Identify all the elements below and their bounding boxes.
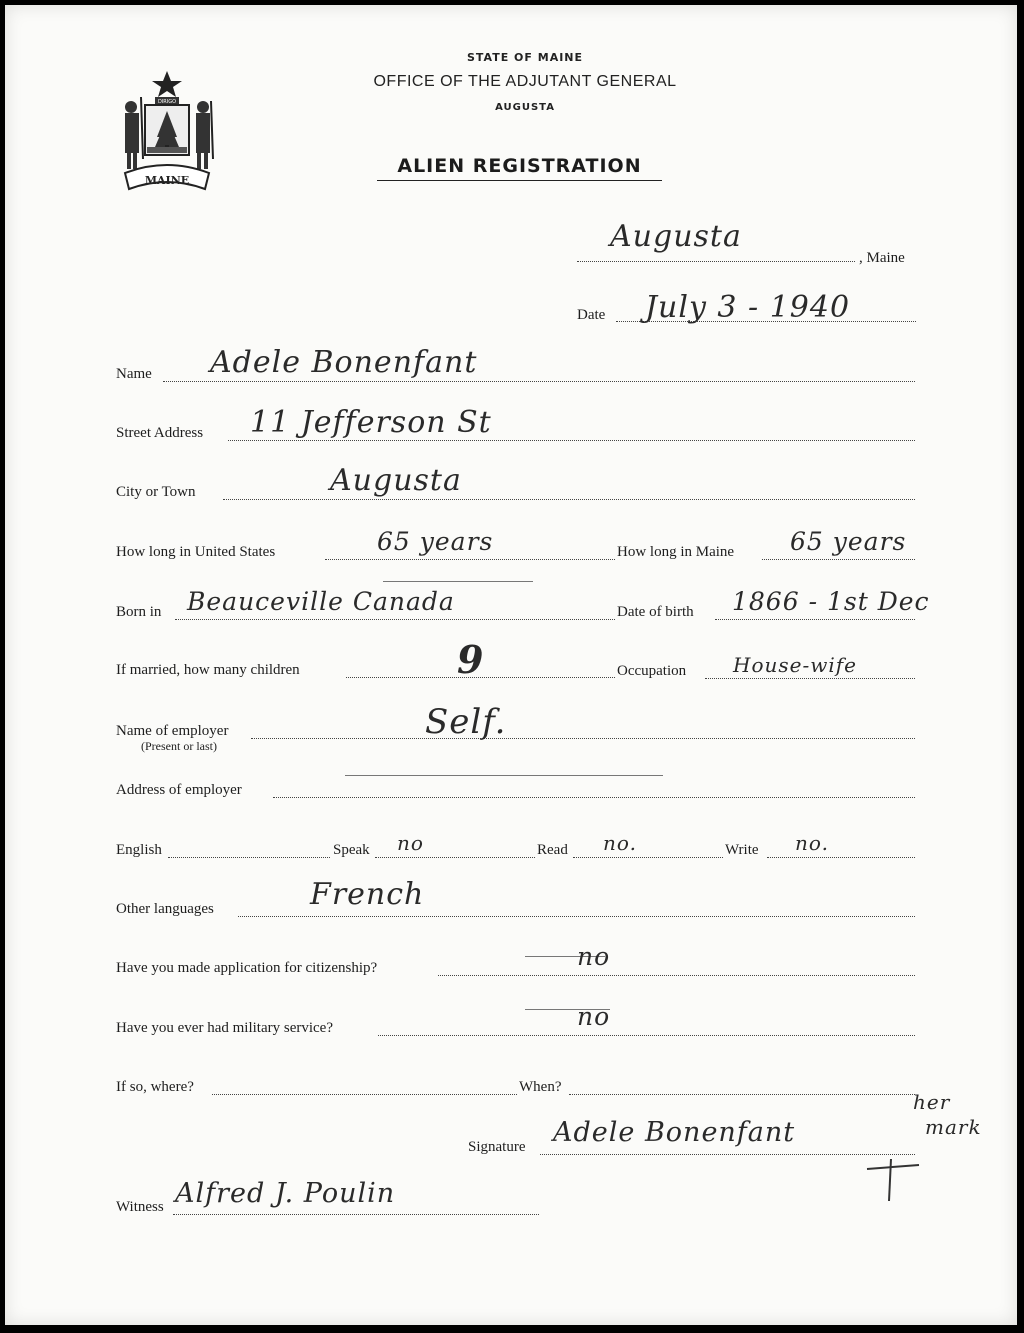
name-line — [163, 381, 915, 382]
employer-address-label: Address of employer — [116, 782, 242, 798]
place-value: Augusta — [610, 219, 742, 254]
military-value: no — [577, 1002, 611, 1031]
street-address-value: 11 Jefferson St — [250, 405, 492, 440]
children-label: If married, how many children — [116, 662, 300, 678]
when-label: When? — [519, 1079, 562, 1095]
write-label: Write — [725, 842, 759, 858]
how-long-us-line — [325, 559, 615, 560]
signature-label: Signature — [468, 1139, 526, 1155]
citizenship-value: no — [577, 942, 611, 971]
name-value: Adele Bonenfant — [210, 345, 478, 380]
street-address-line — [228, 440, 915, 441]
witness-line — [173, 1214, 539, 1215]
other-languages-label: Other languages — [116, 901, 214, 917]
maine-state-seal-icon — [117, 67, 217, 195]
where-line — [212, 1094, 517, 1095]
city-value: Augusta — [330, 463, 462, 498]
witness-label: Witness — [116, 1199, 164, 1215]
occupation-label: Occupation — [617, 663, 687, 679]
read-line — [573, 857, 723, 858]
english-line — [168, 857, 330, 858]
date-of-birth-label: Date of birth — [617, 604, 694, 620]
other-languages-value: French — [310, 877, 425, 912]
alien-registration-form — [5, 5, 1017, 1325]
employer-address-line — [273, 797, 915, 798]
employer-label: Name of employer — [116, 723, 229, 739]
speak-line — [375, 857, 535, 858]
seal-motto: DIRIGO — [157, 99, 177, 105]
employer-line — [251, 738, 915, 739]
witness-value: Alfred J. Poulin — [175, 1178, 396, 1209]
citizenship-line — [438, 975, 915, 976]
children-value: 9 — [457, 637, 485, 682]
place-line — [577, 261, 855, 262]
employer-sublabel: (Present or last) — [141, 739, 217, 753]
english-label: English — [116, 842, 162, 858]
date-label: Date — [577, 307, 606, 323]
occupation-value: House-wife — [733, 653, 857, 677]
how-long-maine-line — [762, 559, 915, 560]
how-long-us-label: How long in United States — [116, 544, 276, 560]
street-address-label: Street Address — [116, 425, 204, 441]
other-languages-line — [238, 916, 915, 917]
header-state: STATE OF MAINE — [466, 51, 584, 64]
occupation-line — [705, 678, 915, 679]
born-in-value: Beauceville Canada — [187, 587, 455, 616]
date-of-birth-value: 1866 - 1st Dec — [732, 587, 930, 616]
date-value: July 3 - 1940 — [645, 290, 851, 325]
write-value: no. — [795, 831, 829, 855]
read-label: Read — [537, 842, 568, 858]
how-long-maine-value: 65 years — [790, 527, 907, 556]
signature-value: Adele Bonenfant — [553, 1117, 796, 1148]
born-in-line — [175, 619, 615, 620]
her-mark-top: her — [913, 1090, 951, 1114]
employer-value: Self. — [425, 702, 507, 742]
where-label: If so, where? — [116, 1079, 194, 1095]
how-long-us-stroke — [383, 581, 533, 582]
military-line — [378, 1035, 915, 1036]
cross-mark-icon — [863, 1155, 923, 1205]
how-long-us-value: 65 years — [377, 527, 494, 556]
header-city: AUGUSTA — [495, 102, 555, 113]
speak-label: Speak — [333, 842, 370, 858]
how-long-maine-label: How long in Maine — [617, 544, 735, 560]
military-label: Have you ever had military service? — [116, 1020, 333, 1036]
born-in-label: Born in — [116, 604, 162, 620]
city-line — [223, 499, 915, 500]
header-office: OFFICE OF THE ADJUTANT GENERAL — [373, 73, 677, 90]
city-label: City or Town — [116, 484, 196, 500]
citizenship-label: Have you made application for citizenship? — [116, 960, 378, 976]
signature-line — [540, 1154, 915, 1155]
read-value: no. — [603, 831, 637, 855]
employer-address-stroke — [345, 775, 663, 776]
name-label: Name — [116, 366, 152, 382]
speak-value: no — [397, 831, 424, 855]
write-line — [767, 857, 915, 858]
date-of-birth-line — [715, 619, 915, 620]
when-line — [569, 1094, 915, 1095]
seal-banner: MAINE — [144, 174, 190, 187]
form-title: ALIEN REGISTRATION — [377, 155, 662, 181]
maine-label: , Maine — [859, 250, 905, 266]
her-mark-bottom: mark — [925, 1115, 982, 1139]
